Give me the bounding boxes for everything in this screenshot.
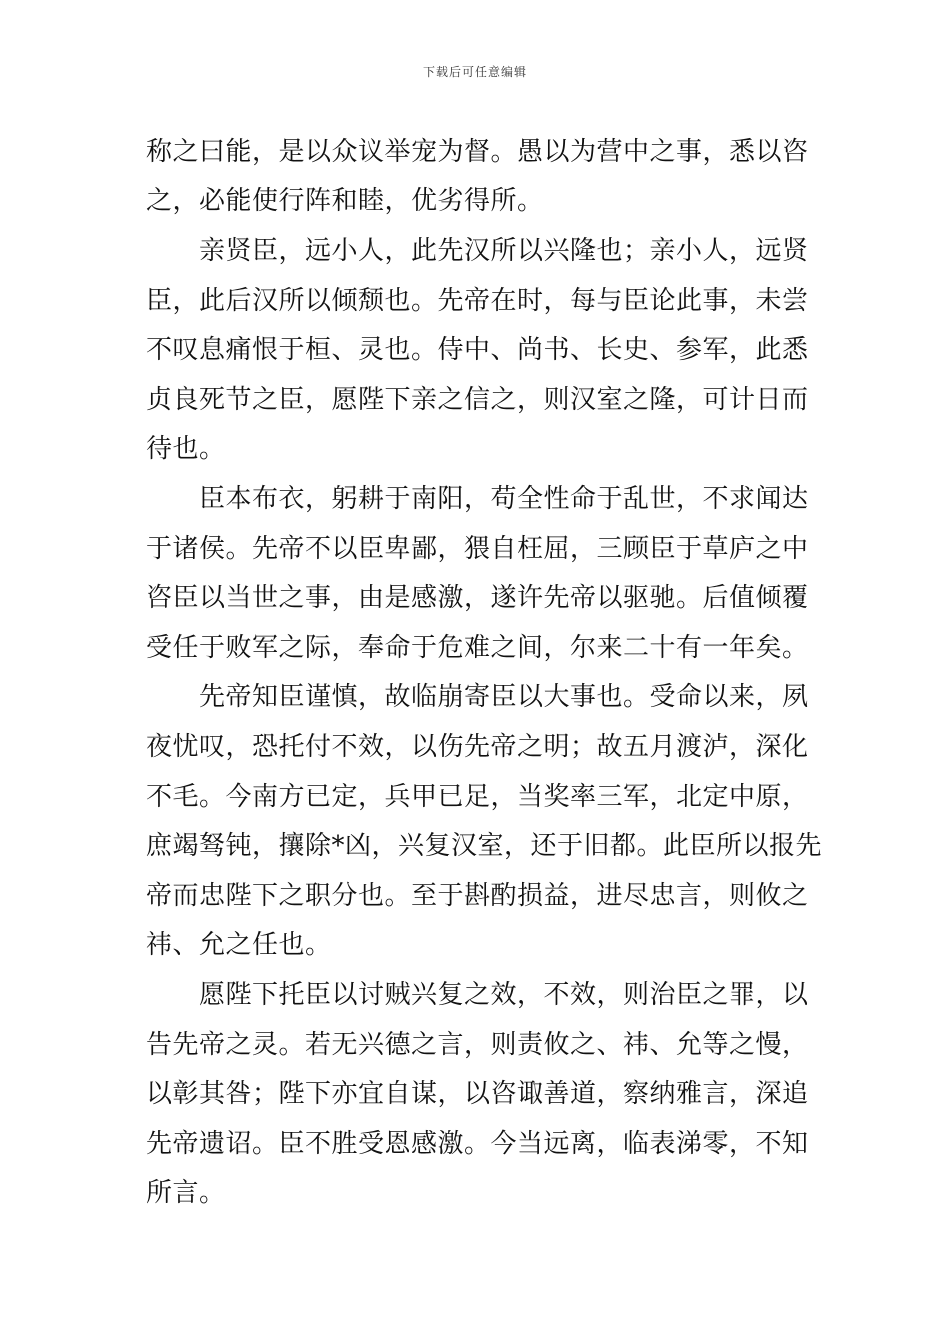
text-line: 于诸侯。先帝不以臣卑鄙，猥自枉屈，三顾臣于草庐之中 xyxy=(146,534,809,564)
text-line: 先帝遗诏。臣不胜受恩感激。今当远离，临表涕零，不知 xyxy=(146,1129,809,1159)
text-line: 帝而忠陛下之职分也。至于斟酌损益，进尽忠言，则攸之 xyxy=(146,881,809,911)
text-line: 臣，此后汉所以倾颓也。先帝在时，每与臣论此事，未尝 xyxy=(146,286,809,316)
text-line: 告先帝之灵。若无兴德之言，则责攸之、祎、允等之慢， xyxy=(146,1030,809,1060)
text-line: 待也。 xyxy=(146,434,226,464)
text-line: 贞良死节之臣，愿陛下亲之信之，则汉室之隆，可计日而 xyxy=(146,385,809,415)
text-line: 咨臣以当世之事，由是感激，遂许先帝以驱驰。后值倾覆 xyxy=(146,583,809,613)
text-line: 庶竭驽钝，攘除*凶，兴复汉室，还于旧都。此臣所以报先 xyxy=(146,831,823,861)
text-line: 祎、允之任也。 xyxy=(146,930,332,960)
text-line: 夜忧叹，恐托付不效，以伤先帝之明；故五月渡泸，深化 xyxy=(146,732,809,762)
text-line: 称之曰能，是以众议举宠为督。愚以为营中之事，悉以咨 xyxy=(146,137,809,167)
text-line: 以彰其咎；陛下亦宜自谋，以咨诹善道，察纳雅言，深追 xyxy=(146,1079,809,1109)
text-line: 所言。 xyxy=(146,1178,226,1208)
text-line: 臣本布衣，躬耕于南阳，苟全性命于乱世，不求闻达 xyxy=(146,484,809,514)
text-line: 不叹息痛恨于桓、灵也。侍中、尚书、长史、参军，此悉 xyxy=(146,335,809,365)
text-line: 先帝知臣谨慎，故临崩寄臣以大事也。受命以来，夙 xyxy=(146,682,809,712)
page-header: 下载后可任意编辑 xyxy=(422,65,527,79)
text-line: 受任于败军之际，奉命于危难之间，尔来二十有一年矣。 xyxy=(146,633,809,663)
text-line: 亲贤臣，远小人，此先汉所以兴隆也；亲小人，远贤 xyxy=(146,236,809,266)
text-line: 愿陛下托臣以讨贼兴复之效，不效，则治臣之罪，以 xyxy=(146,980,809,1010)
text-line: 之，必能使行阵和睦，优劣得所。 xyxy=(146,186,544,216)
text-line: 不毛。今南方已定，兵甲已足，当奖率三军，北定中原， xyxy=(146,782,809,812)
